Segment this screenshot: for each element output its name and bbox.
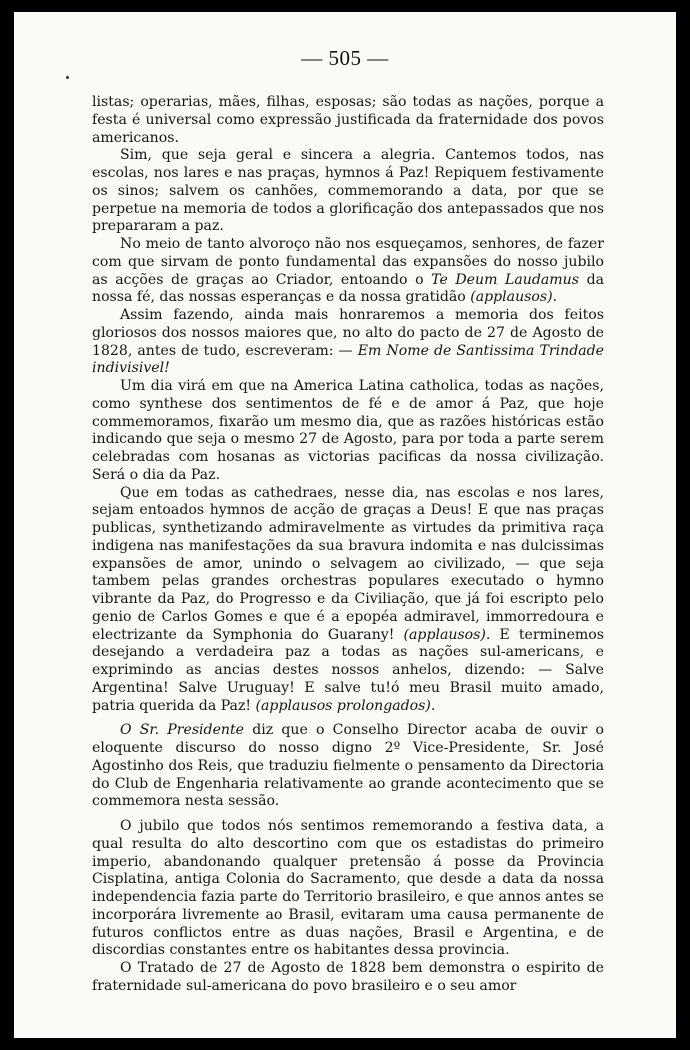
applause-note: (applausos) xyxy=(470,289,553,306)
speaker-name: O Sr. Presidente xyxy=(120,722,245,739)
body-text xyxy=(92,94,604,996)
paragraph-festa: Sim, que seja geral e sincera a alegria. Cantemos todos, nas escolas, nos lares e nas praças, hymnos á Paz! Repiquem festivamente os sinos; salvem os canhões, commemorando a data, por que se perpetue na memoria de todos a glorificação dos antepassados que nos prepararam a paz. xyxy=(92,147,604,235)
paragraph-cathedraes xyxy=(92,485,604,716)
italic-quote: Em Nome de Santissima Trindade indivisivel! xyxy=(92,342,604,377)
italic-title: Te Deum Laudamus xyxy=(431,271,579,288)
paragraph-continuation: listas; operarias, mães, filhas, esposas; são todas as nações, porque a festa é universal como expressão justificada da fraternidade dos povos americanos. xyxy=(92,94,604,146)
paragraph-tratado: O Tratado de 27 de Agosto de 1828 bem demonstra o espirito de fraternidade sul-americana do povo brasileiro e o seu amor xyxy=(92,960,604,994)
paragraph-presidente xyxy=(92,722,604,811)
applause-note: (applausos) xyxy=(403,626,486,643)
paragraph-text: . E terminemos desejando a verdadeira paz a todas as nações sul-americans, e exprimindo as ancias destes nossos anhelos, dizendo: — Salve Argentina! Salve Uruguay! E salve tu!ó meu Brasil muito amado, patria querida da Paz! xyxy=(92,626,605,714)
paragraph-text: diz que o Conselho Director acaba de ouvir o eloquente discurso do nosso digno 2º Vice-Presidente, Sr. José Agostinho dos Reis, que traduziu fielmente o pensamento da Directoria do Club de Engenharia relativamente ao grande acontecimento que se commemora nesta sessão. xyxy=(92,722,605,810)
applause-note: (applausos prolongados) xyxy=(255,697,431,714)
paragraph-text: . xyxy=(430,697,436,714)
page-number: — 505 — xyxy=(301,46,389,70)
paragraph-text: Que em todas as cathedraes, nesse dia, nas escolas e nos lares, sejam entoados hymnos de acção de graças a Deus! E que nas praças publicas, synthetizando admiravelmente as virtudes da primitiva raça indigena nas manifestações da sua bravura indomita e nas dulcissimas expansões de amor, unindo o selvagem ao civilizado, — que seja tambem pelas grandes orchestras populares executado o hymno vibrante da Paz, do Progresso e da Civiliação, que já foi escripto pelo genio de Carlos Gomes e que é a epopéa admiravel, immorredoura e electrizante da Symphonia do Guarany! xyxy=(92,484,604,643)
paragraph-jubilo: O jubilo que todos nós sentimos rememorando a festiva data, a qual resulta do alto descortino com que os estadistas do primeiro imperio, abandonando qualquer pretensão á posse da Provincia Cisplatina, antiga Colonia do Sacramento, que desde a data da nossa independencia fazia parte do Territorio brasileiro, e que annos antes se incorporára livremente ao Brasil, evitaram uma causa permanente de futuros conflictos entre as duas nações, Brasil e Argentina, e de discordias constantes entre os habitantes dessa provincia. xyxy=(92,818,604,959)
paragraph-te-deum xyxy=(92,236,604,307)
paragraph-text: . xyxy=(552,289,558,306)
paragraph-text: da nossa fé, das nossas esperanças e da nossa gratidão xyxy=(92,271,604,306)
book-page xyxy=(14,12,676,1038)
ink-speck xyxy=(66,76,69,79)
paragraph-text: Assim fazendo, ainda mais honraremos a memoria dos feitos gloriosos dos nossos maiores que, no alto do pacto de 27 de Agosto de 1828, antes de tudo, escreveram: — xyxy=(92,307,604,359)
paragraph-text: No meio de tanto alvoroço não nos esqueçamos, senhores, de fazer com que sirvam de ponto fundamental das expansões do nosso jubilo as acções de graças ao Criador, entoando o xyxy=(92,236,604,288)
paragraph-pacto xyxy=(92,307,604,378)
paragraph-dia-da-paz: Um dia virá em que na America Latina catholica, todas as nações, como synthese dos sentimentos de fé e de amor á Paz, que hoje commemoramos, fixarão um mesmo dia, que as razões históricas estão indicando que seja o mesmo 27 de Agosto, para por toda a parte serem celebradas com hosanas as victorias pacificas da nossa civilização. Será o dia da Paz. xyxy=(92,378,604,483)
